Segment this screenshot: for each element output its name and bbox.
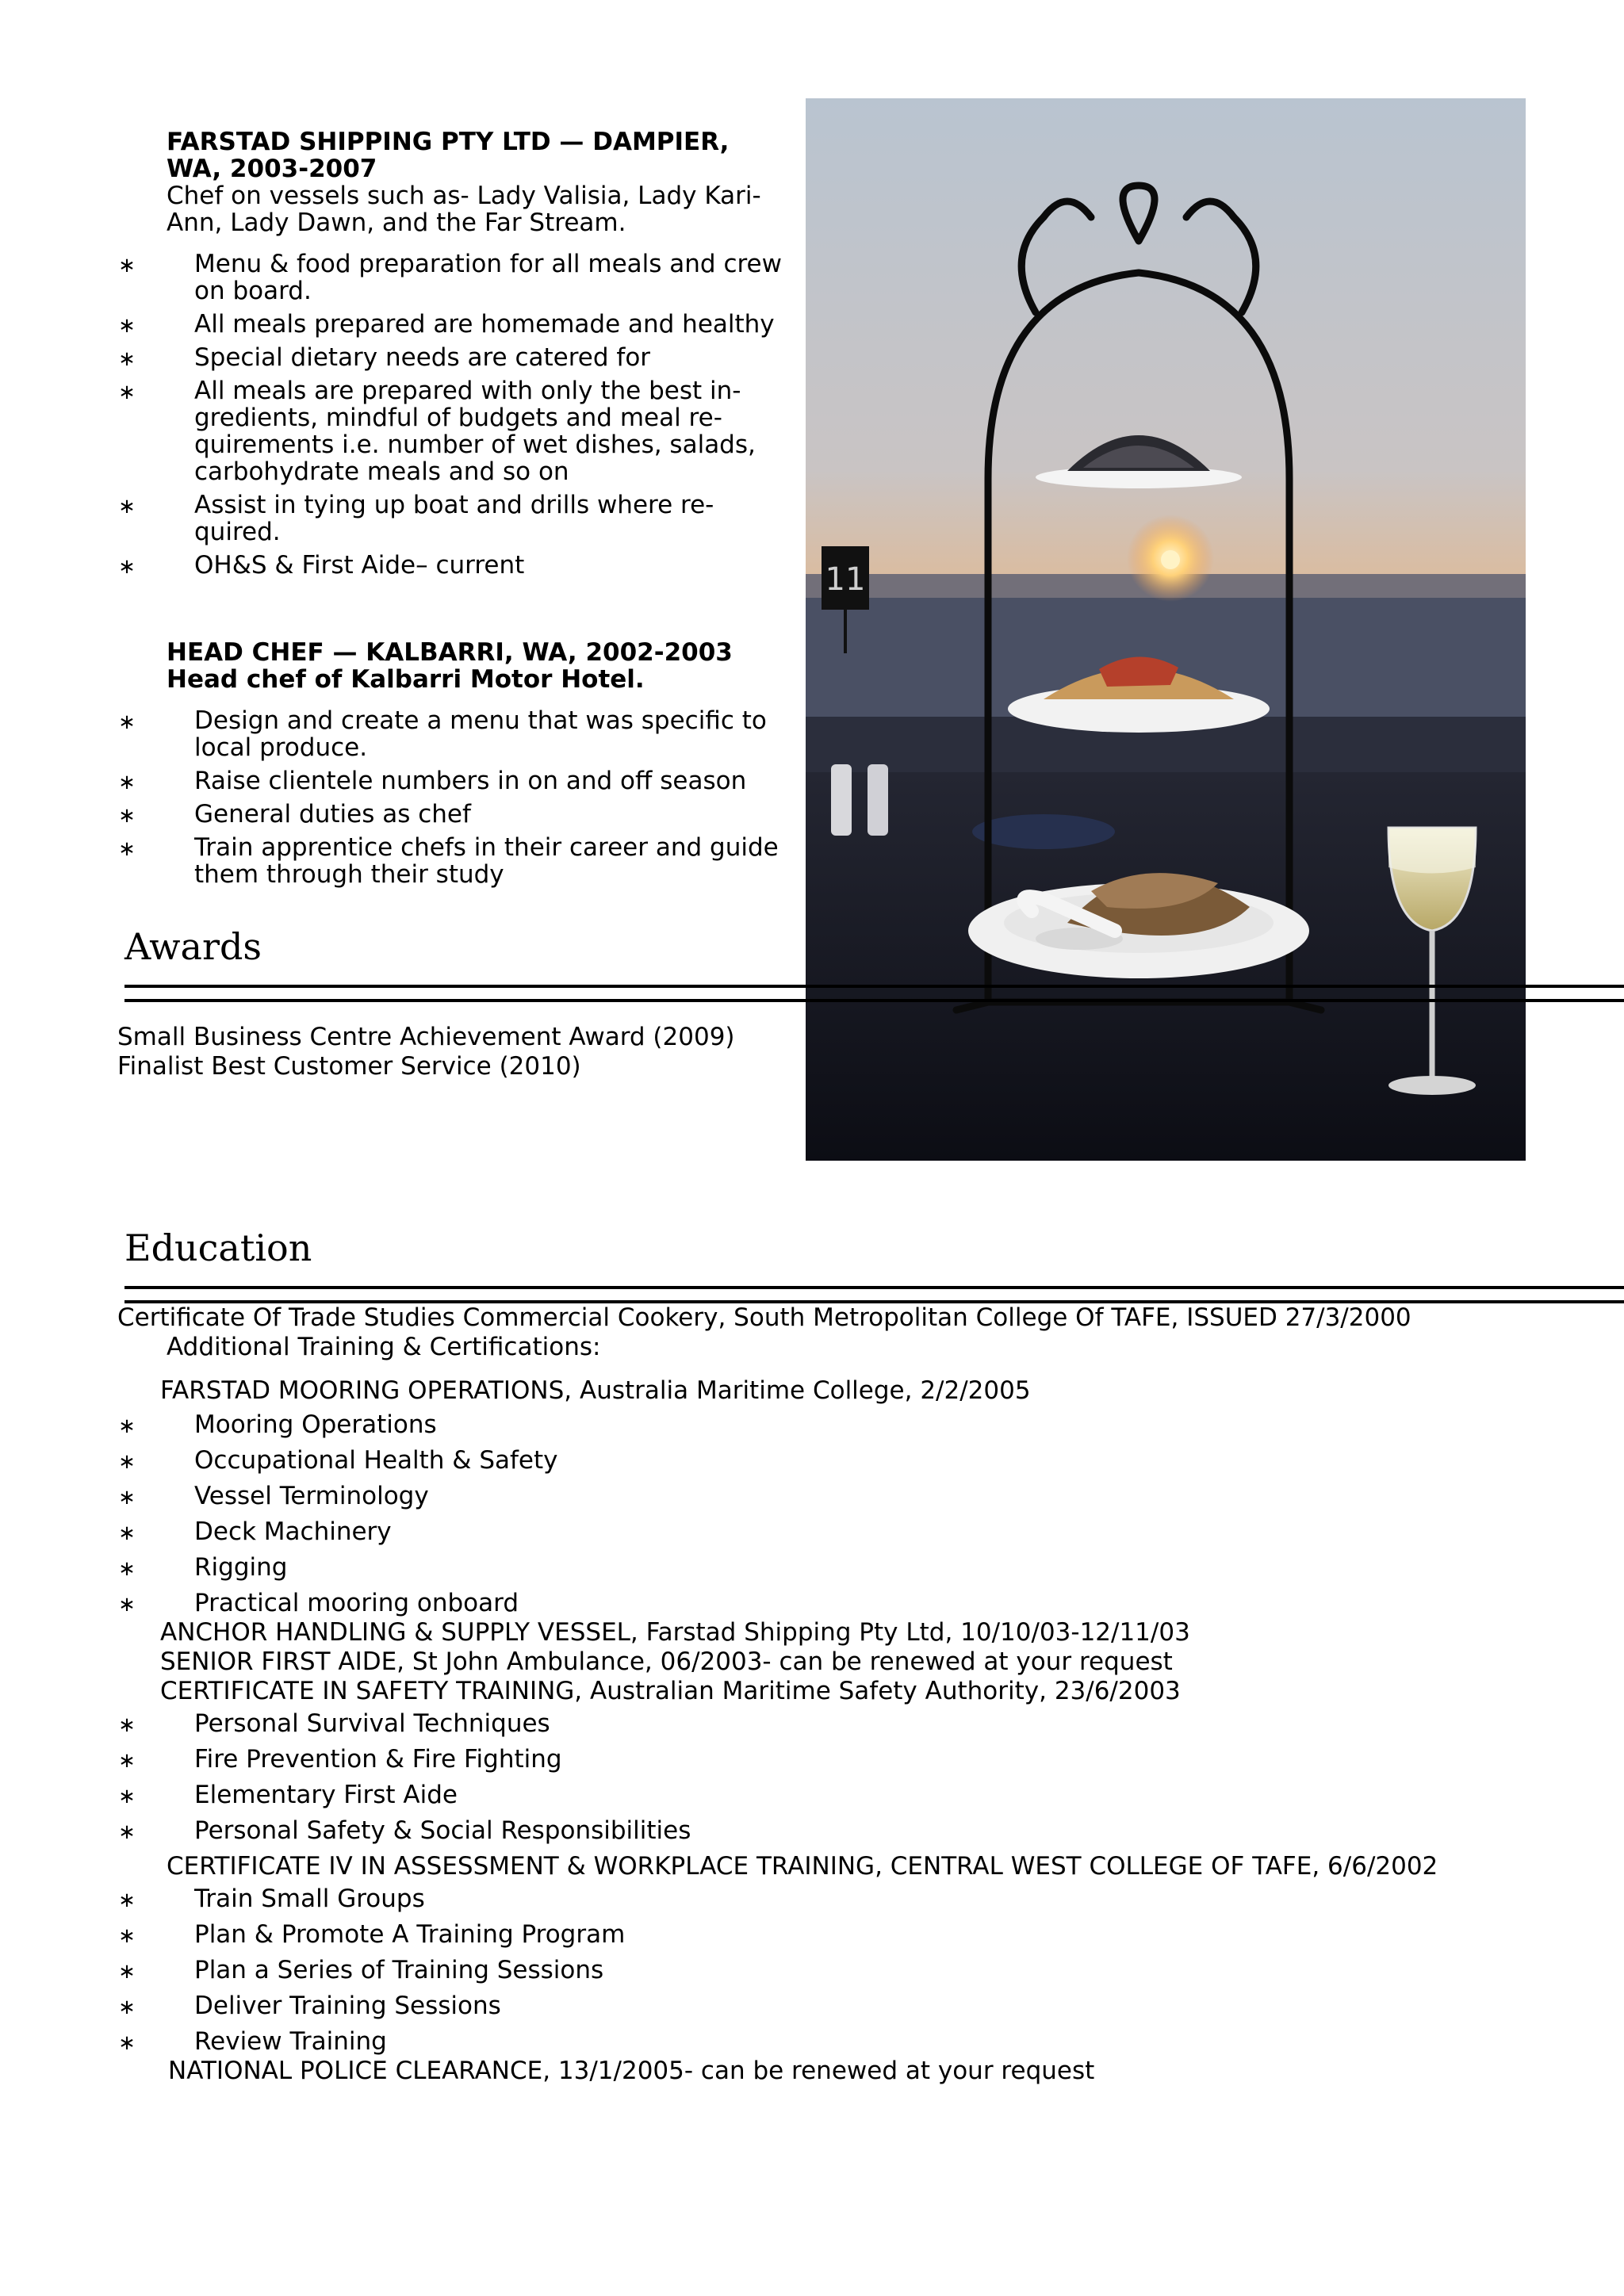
asterisk-bullet-icon: ∗: [118, 771, 136, 794]
asterisk-bullet-icon: ∗: [118, 254, 136, 277]
asterisk-bullet-icon: ∗: [118, 1785, 136, 1808]
asterisk-bullet-icon: ∗: [118, 1996, 136, 2019]
asterisk-bullet-icon: ∗: [118, 1960, 136, 1984]
asterisk-bullet-icon: ∗: [118, 804, 136, 828]
list-item: ∗ Assist in tying up boat and drills where re- quired.: [118, 491, 714, 546]
asterisk-bullet-icon: ∗: [118, 1924, 136, 1948]
list-item: ∗ Personal Survival Techniques: [117, 1709, 1592, 1739]
asterisk-bullet-icon: ∗: [118, 1749, 136, 1773]
education-heading: Education: [124, 1226, 312, 1269]
list-item: ∗ Fire Prevention & Fire Fighting: [117, 1745, 1592, 1774]
asterisk-bullet-icon: ∗: [118, 314, 136, 338]
assessment-list: [117, 1885, 1592, 2057]
list-item: ∗ Rigging: [117, 1553, 1592, 1582]
asterisk-bullet-icon: ∗: [118, 1820, 136, 1844]
asterisk-bullet-icon: ∗: [118, 495, 136, 519]
award-item: Small Business Centre Achievement Award (2009): [117, 1023, 735, 1051]
list-item: ∗ Review Training: [117, 2027, 1592, 2057]
asterisk-bullet-icon: ∗: [118, 837, 136, 861]
asterisk-bullet-icon: ∗: [118, 1888, 136, 1912]
mooring-title: FARSTAD MOORING OPERATIONS, Australia Maritime College, 2/2/2005: [160, 1376, 1031, 1405]
job-head-chef-kalbarri: [117, 639, 799, 894]
list-item: ∗ Mooring Operations: [117, 1410, 1592, 1440]
job-subtitle: Ann, Lady Dawn, and the Far Stream.: [167, 209, 626, 237]
asterisk-bullet-icon: ∗: [118, 555, 136, 579]
safety-list: [117, 1709, 1592, 1846]
job-farstad-shipping: [117, 128, 799, 585]
job-subtitle: Head chef of Kalbarri Motor Hotel.: [167, 665, 645, 694]
list-item: ∗ Deck Machinery: [117, 1517, 1592, 1547]
list-item: ∗ Special dietary needs are catered for: [118, 343, 651, 372]
additional-training-label: Additional Training & Certifications:: [167, 1333, 601, 1361]
job-title: HEAD CHEF — KALBARRI, WA, 2002-2003: [167, 638, 733, 667]
job-subtitle: Chef on vessels such as- Lady Valisia, Lady Kari-: [167, 182, 761, 210]
asterisk-bullet-icon: ∗: [118, 2031, 136, 2055]
job-title-dates: WA, 2003-2007: [167, 155, 377, 183]
awards-divider: [124, 985, 1624, 1002]
list-item: ∗ Personal Safety & Social Responsibilities: [117, 1816, 1592, 1846]
list-item: ∗ Vessel Terminology: [117, 1482, 1592, 1511]
asterisk-bullet-icon: ∗: [118, 710, 136, 734]
senior-first-aide-cert: SENIOR FIRST AIDE, St John Ambulance, 06/2003- can be renewed at your request: [160, 1647, 1173, 1676]
anchor-handling-cert: ANCHOR HANDLING & SUPPLY VESSEL, Farstad Shipping Pty Ltd, 10/10/03-12/11/03: [160, 1618, 1190, 1647]
list-item: ∗ Raise clientele numbers in on and off season: [118, 767, 747, 795]
list-item: ∗ OH&S & First Aide– current: [118, 551, 525, 580]
education-section: [117, 1303, 1592, 2086]
list-item: ∗ Plan a Series of Training Sessions: [117, 1956, 1592, 1985]
list-item: ∗ Menu & food preparation for all meals and crew on board.: [118, 250, 782, 305]
trade-certificate: Certificate Of Trade Studies Commercial Cookery, South Metropolitan College Of TAFE, ISSUED 27/3/2000: [117, 1303, 1411, 1332]
asterisk-bullet-icon: ∗: [118, 347, 136, 371]
list-item: ∗ Elementary First Aide: [117, 1781, 1592, 1810]
asterisk-bullet-icon: ∗: [118, 1521, 136, 1545]
asterisk-bullet-icon: ∗: [118, 1486, 136, 1510]
asterisk-bullet-icon: ∗: [118, 1593, 136, 1617]
education-divider: [124, 1286, 1624, 1303]
awards-heading: Awards: [124, 925, 262, 968]
asterisk-bullet-icon: ∗: [118, 1557, 136, 1581]
award-item: Finalist Best Customer Service (2010): [117, 1052, 581, 1081]
list-item: ∗ Train Small Groups: [117, 1885, 1592, 1914]
police-clearance: NATIONAL POLICE CLEARANCE, 13/1/2005- can be renewed at your request: [168, 2057, 1095, 2085]
asterisk-bullet-icon: ∗: [118, 1713, 136, 1737]
job-duties-list: [117, 251, 799, 579]
list-item: ∗ All meals prepared are homemade and healthy: [118, 310, 775, 339]
asterisk-bullet-icon: ∗: [118, 381, 136, 404]
asterisk-bullet-icon: ∗: [118, 1414, 136, 1438]
list-item: ∗ Train apprentice chefs in their career and guide them through their study: [118, 833, 779, 889]
asterisk-bullet-icon: ∗: [118, 1450, 136, 1474]
job-title: FARSTAD SHIPPING PTY LTD — DAMPIER,: [167, 128, 730, 156]
list-item: ∗ Practical mooring onboard: [117, 1589, 1592, 1618]
mooring-list: [117, 1410, 1592, 1618]
safety-training-title: CERTIFICATE IN SAFETY TRAINING, Australian Maritime Safety Authority, 23/6/2003: [160, 1677, 1181, 1705]
job-duties-list: [117, 707, 799, 888]
list-item: ∗ All meals are prepared with only the best in- gredients, mindful of budgets and meal re- quirements i.e. number of wet dishes, salads, carbohydrate meals and so on: [118, 377, 756, 486]
list-item: ∗ General duties as chef: [118, 800, 471, 828]
list-item: ∗ Deliver Training Sessions: [117, 1992, 1592, 2021]
list-item: ∗ Occupational Health & Safety: [117, 1446, 1592, 1475]
table-number: 11: [825, 561, 866, 598]
list-item: ∗ Design and create a menu that was specific to local produce.: [118, 706, 767, 762]
assessment-cert-title: CERTIFICATE IV IN ASSESSMENT & WORKPLACE TRAINING, CENTRAL WEST COLLEGE OF TAFE, 6/6/2002: [167, 1852, 1438, 1881]
list-item: ∗ Plan & Promote A Training Program: [117, 1920, 1592, 1950]
